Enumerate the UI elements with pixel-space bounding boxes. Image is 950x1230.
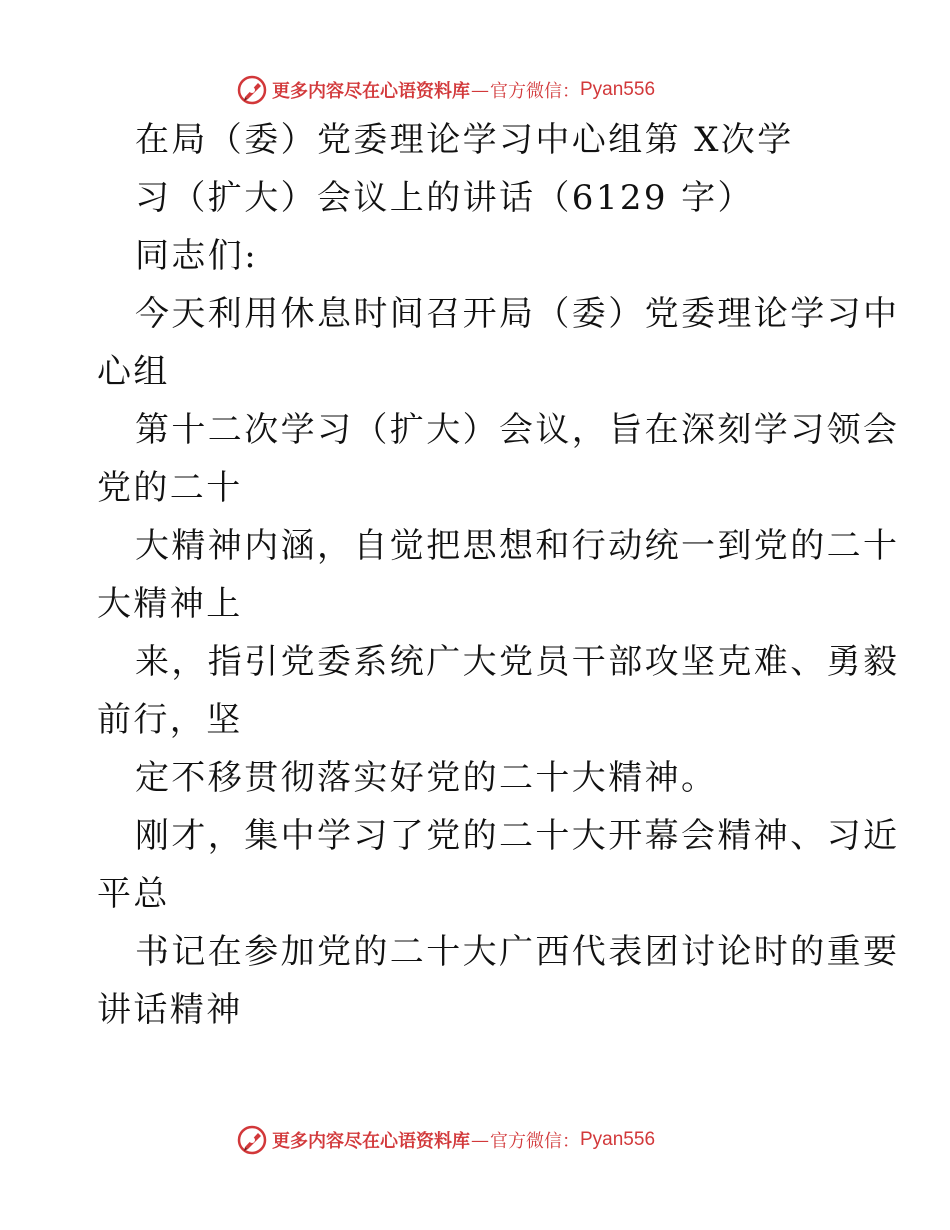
banner-dash: —	[471, 79, 489, 101]
banner-wechat-id: Pyan556	[580, 79, 656, 100]
banner-wechat-label: 官方微信：	[490, 81, 580, 102]
pen-circle-logo-icon	[236, 1124, 268, 1156]
paragraph-line: 第十二次学习（扩大）会议，旨在深刻学习领会	[135, 410, 900, 450]
paragraph-line: 心组	[97, 352, 170, 392]
paragraph-line: 定不移贯彻落实好党的二十大精神。	[135, 758, 718, 798]
paragraph-line: 大精神上	[97, 584, 243, 624]
paragraph-line: 书记在参加党的二十大广西代表团讨论时的重要	[135, 932, 900, 972]
paragraph-line: 前行，坚	[97, 700, 243, 740]
banner-text: 更多内容尽在心语资料库	[272, 1131, 470, 1152]
paragraph-line: 大精神内涵，自觉把思想和行动统一到党的二十	[135, 526, 900, 566]
paragraph-line: 来，指引党委系统广大党员干部攻坚克难、勇毅	[135, 642, 900, 682]
paragraph-line: 今天利用休息时间召开局（委）党委理论学习中	[135, 294, 900, 334]
banner-dash: —	[471, 1129, 489, 1151]
paragraph-line: 讲话精神	[97, 990, 243, 1030]
header-banner	[236, 73, 756, 107]
paragraph-line: 党的二十	[97, 468, 243, 508]
banner-wechat-label: 官方微信：	[490, 1131, 580, 1152]
paragraph-line: 刚才，集中学习了党的二十大开幕会精神、习近	[135, 816, 900, 856]
title-line-1: 在局（委）党委理论学习中心组第 X次学	[135, 120, 794, 160]
paragraph-line: 平总	[97, 874, 170, 914]
footer-banner	[236, 1123, 756, 1157]
salutation: 同志们:	[135, 236, 259, 276]
banner-text: 更多内容尽在心语资料库	[272, 81, 470, 102]
pen-circle-logo-icon	[236, 74, 268, 106]
banner-wechat-id: Pyan556	[580, 1129, 656, 1150]
title-line-2: 习（扩大）会议上的讲话（6129 字）	[135, 178, 754, 218]
